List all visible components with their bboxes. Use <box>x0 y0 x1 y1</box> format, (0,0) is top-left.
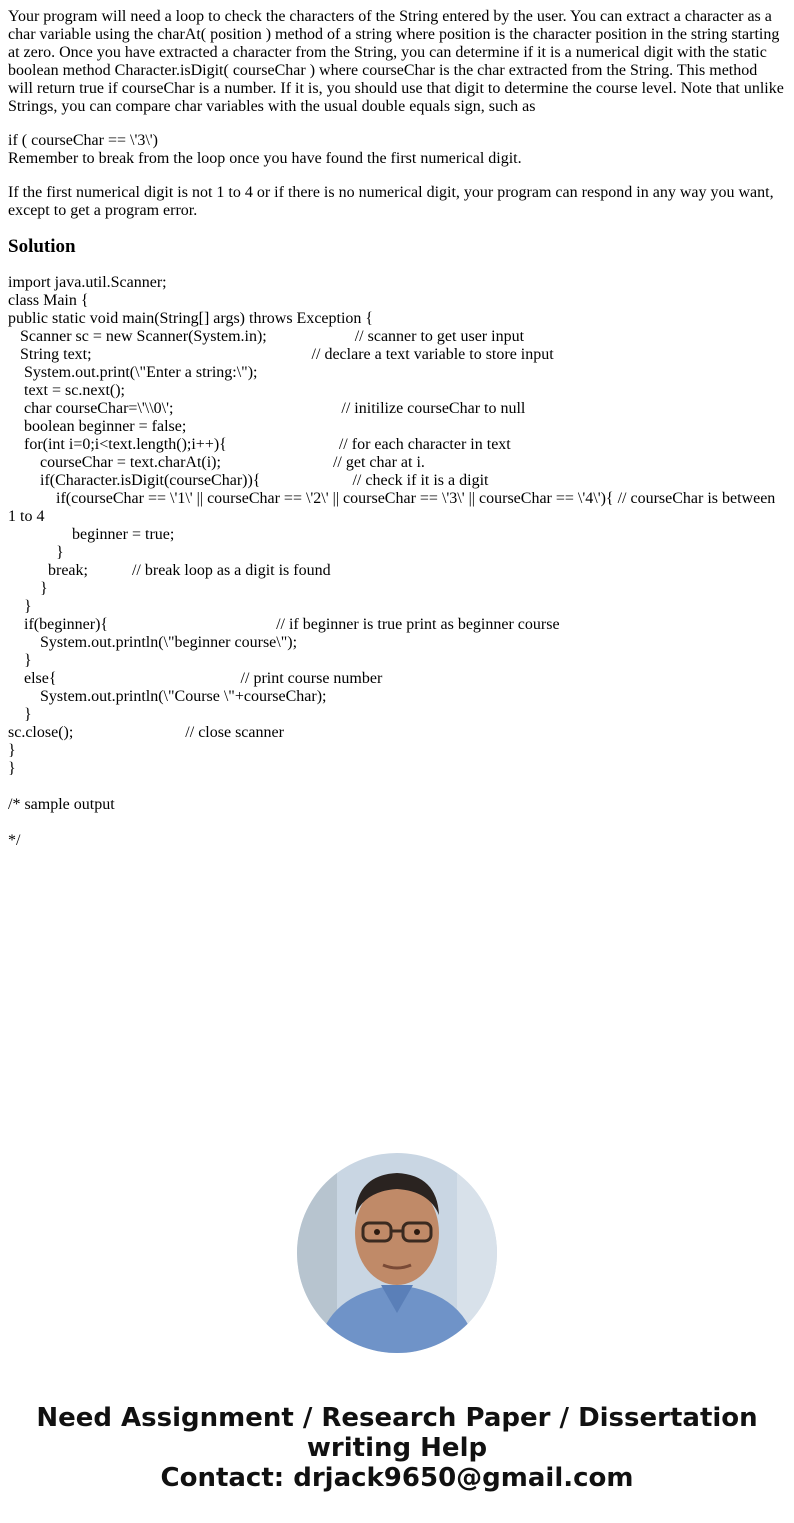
footer-banner <box>0 1403 794 1493</box>
code-line: } <box>8 652 32 669</box>
code-line: import java.util.Scanner; <box>8 274 167 291</box>
code-line: Scanner sc = new Scanner(System.in); // scanner to get user input <box>8 328 525 345</box>
code-line: System.out.println(\"beginner course\"); <box>8 634 298 651</box>
footer-contact: Contact: drjack9650@gmail.com <box>160 1463 634 1493</box>
code-line: System.out.print(\"Enter a string:\"); <box>8 364 258 381</box>
code-line: } <box>8 544 64 561</box>
code-line: for(int i=0;i<text.length();i++){ // for each character in text <box>8 436 511 453</box>
solution-code <box>8 274 786 850</box>
example-block <box>8 132 786 168</box>
code-line <box>8 814 786 832</box>
footer-line-2: writing Help <box>306 1433 488 1463</box>
code-line: System.out.println(\"Course \"+courseChar); <box>8 688 327 705</box>
intro-paragraph: Your program will need a loop to check the characters of the String entered by the user. You can extract a character as a char variable using the charAt( position ) method of a string where position is the character position in the string starting at zero. Once you have extracted a character from the String, you can determine if it is a numerical digit with the static boolean method Character.isDigit( courseChar ) where courseChar is the char extracted from the String. This method will return true if courseChar is a number. If it is, you should use that digit to determine the course level. Note that unlike Strings, you can compare char variables with the usual double equals sign, such as <box>8 8 784 115</box>
code-line: class Main { <box>8 292 89 309</box>
code-line: public static void main(String[] args) throws Exception { <box>8 310 374 327</box>
code-line: boolean beginner = false; <box>8 418 187 435</box>
code-line: if(courseChar == \'1\' || courseChar == \'2\' || courseChar == \'3\' || courseChar == \'4\'){ // courseChar is between 1 to 4 <box>8 490 780 525</box>
code-line: courseChar = text.charAt(i); // get char at i. <box>8 454 425 471</box>
code-line: } <box>8 742 16 759</box>
code-line: } <box>8 760 16 777</box>
code-line: sc.close(); // close scanner <box>8 724 284 741</box>
code-line: if(beginner){ // if beginner is true print as beginner course <box>8 616 560 633</box>
code-line: char courseChar=\'\\0\'; // initilize courseChar to null <box>8 400 526 417</box>
code-line: } <box>8 580 48 597</box>
author-avatar <box>297 1153 497 1353</box>
example-code-line: if ( courseChar == \'3\') <box>8 132 158 149</box>
code-line: text = sc.next(); <box>8 382 125 399</box>
code-line: if(Character.isDigit(courseChar)){ // check if it is a digit <box>8 472 489 489</box>
remember-line: Remember to break from the loop once you have found the first numerical digit. <box>8 150 522 167</box>
code-line: } <box>8 706 32 723</box>
document-body <box>8 8 786 866</box>
code-line: } <box>8 598 32 615</box>
footer-line-1: Need Assignment / Research Paper / Dissertation <box>36 1403 758 1433</box>
code-line: beginner = true; <box>8 526 175 543</box>
error-paragraph: If the first numerical digit is not 1 to 4 or if there is no numerical digit, your program can respond in any way you want, except to get a program error. <box>8 184 774 219</box>
code-line: break; // break loop as a digit is found <box>8 562 331 579</box>
code-line: */ <box>8 832 21 849</box>
code-line <box>8 778 786 796</box>
code-line: /* sample output <box>8 796 115 813</box>
person-portrait-icon <box>297 1153 497 1353</box>
code-line: else{ // print course number <box>8 670 383 687</box>
code-line: String text; // declare a text variable to store input <box>8 346 554 363</box>
solution-heading: Solution <box>8 236 76 257</box>
